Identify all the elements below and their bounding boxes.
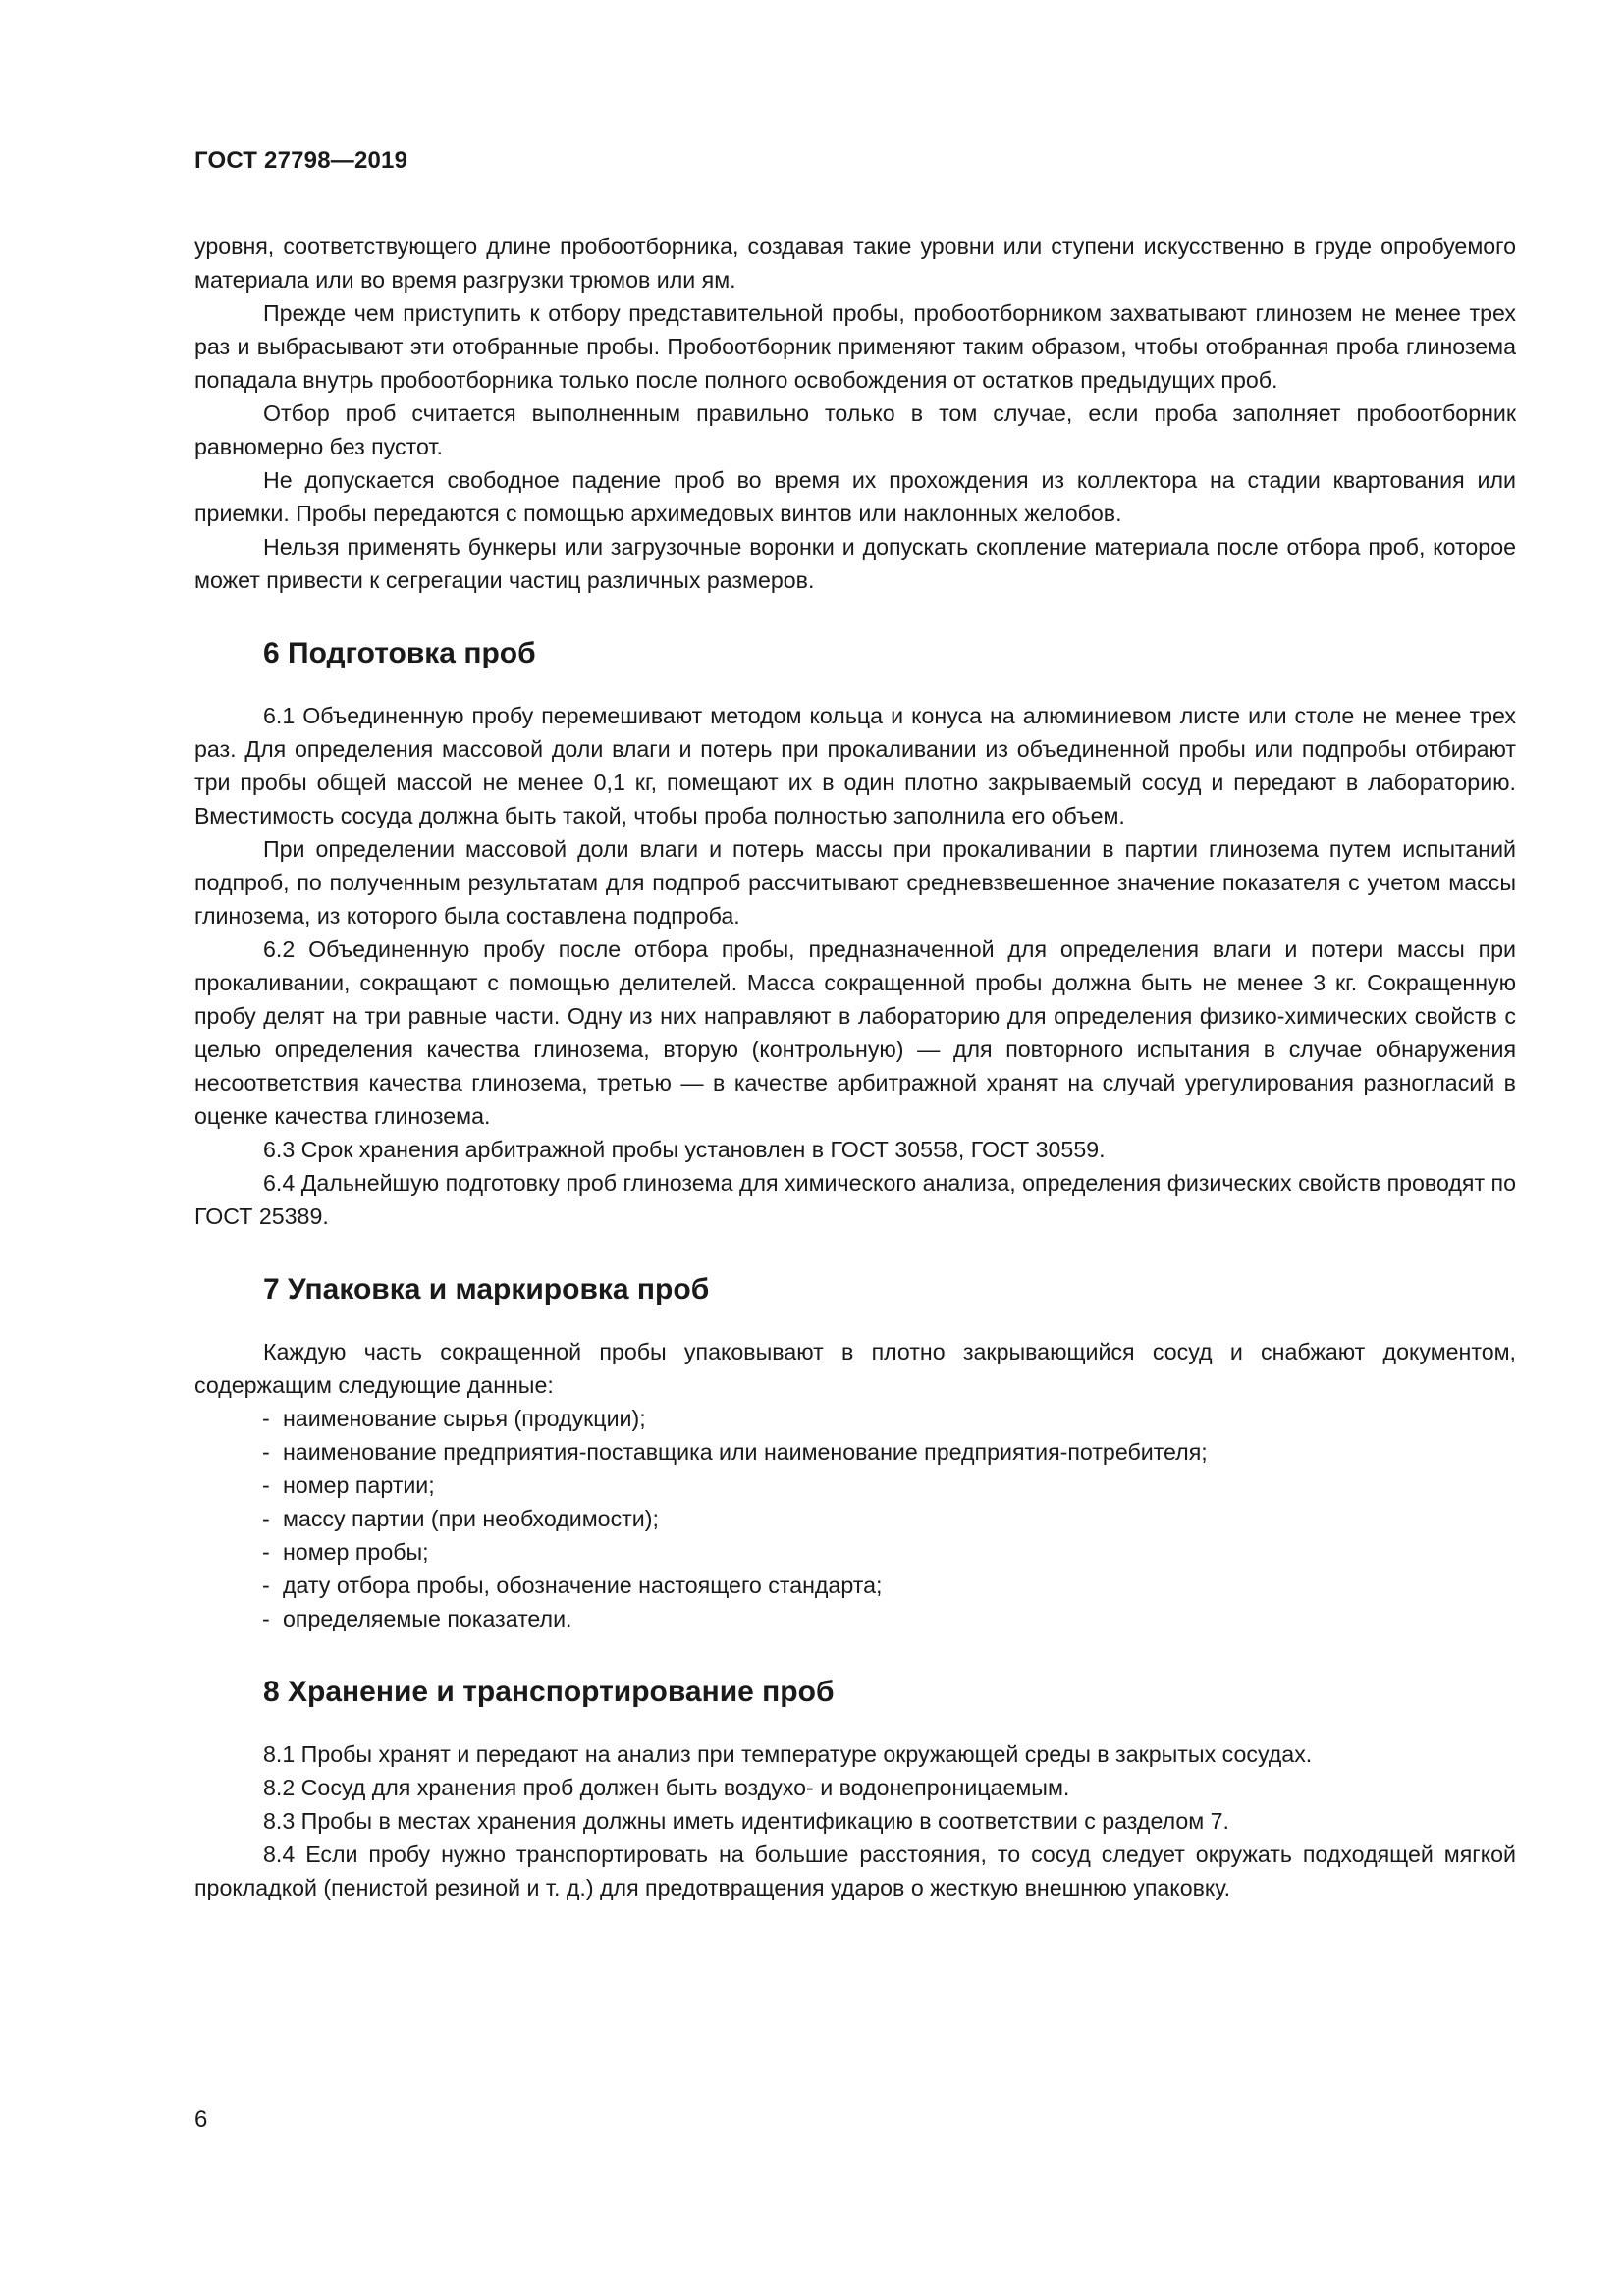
page-number: 6 bbox=[194, 2107, 208, 2133]
list-item: - номер пробы; bbox=[262, 1535, 1516, 1569]
paragraph: 8.3 Пробы в местах хранения должны иметь идентификацию в соответствии с разделом 7. bbox=[263, 1808, 1229, 1834]
list-item: - наименование предприятия-поставщика или наименование предприятия-потребителя; bbox=[262, 1435, 1516, 1468]
section-6-body bbox=[194, 699, 1516, 1233]
document-header: ГОСТ 27798—2019 bbox=[194, 147, 408, 174]
paragraph: 6.4 Дальнейшую подготовку проб глинозема для химического анализа, определения физических свойств проводят по ГОСТ 25389. bbox=[194, 1170, 1516, 1229]
list-item: - наименование сырья (продукции); bbox=[262, 1402, 1516, 1435]
paragraph: 6.1 Объединенную пробу перемешивают методом кольца и конуса на алюминиевом листе или столе не менее трех раз. Для определения массовой доли влаги и потерь при прокаливании из объединенной пробы или подпробы отбирают три пробы общей массой не менее 0,1 кг, помещают их в один плотно закрываемый сосуд и передают в лабораторию. Вместимость сосуда должна быть такой, чтобы проба полностью заполнила его объем. bbox=[194, 703, 1516, 828]
section-8-heading: 8 Хранение и транспортирование проб bbox=[263, 1676, 835, 1708]
section-7-body bbox=[194, 1335, 1516, 1635]
document-page bbox=[194, 147, 1516, 1904]
paragraph: Каждую часть сокращенной пробы упаковывают в плотно закрывающийся сосуд и снабжают документом, содержащим следующие данные: bbox=[194, 1339, 1516, 1398]
list-item: - массу партии (при необходимости); bbox=[262, 1502, 1516, 1535]
paragraph: 8.4 Если пробу нужно транспортировать на большие расстояния, то сосуд следует окружать подходящей мягкой прокладкой (пенистой резиной и т. д.) для предотвращения ударов о жесткую внешнюю упаковку. bbox=[194, 1842, 1516, 1900]
paragraph: Прежде чем приступить к отбору представительной пробы, пробоотборником захватывают глинозем не менее трех раз и выбрасывают эти отобранные пробы. Пробоотборник применяют таким образом, чтобы отобранная проба глинозема попадала внутрь пробоотборника только после полного освобождения от остатков предыдущих проб. bbox=[194, 300, 1516, 393]
paragraph: 8.1 Пробы хранят и передают на анализ при температуре окружающей среды в закрытых сосудах. bbox=[263, 1741, 1313, 1767]
list-item: - определяемые показатели. bbox=[262, 1602, 1516, 1635]
section-8-body bbox=[194, 1737, 1516, 1904]
paragraph: При определении массовой доли влаги и потерь массы при прокаливании в партии глинозема путем испытаний подпроб, по полученным результатам для подпроб рассчитывают средневзвешенное значение показателя с учетом массы глинозема, из которого была составлена подпроба. bbox=[194, 836, 1516, 929]
list-item: - номер партии; bbox=[262, 1468, 1516, 1502]
paragraph: Нельзя применять бункеры или загрузочные воронки и допускать скопление материала после отбора проб, которое может привести к сегрегации частиц различных размеров. bbox=[194, 534, 1516, 593]
data-list bbox=[194, 1402, 1516, 1635]
paragraph: уровня, соответствующего длине пробоотборника, создавая такие уровни или ступени искусственно в груде опробуемого материала или во время разгрузки трюмов или ям. bbox=[194, 234, 1516, 293]
intro-text bbox=[194, 230, 1516, 597]
paragraph: 6.3 Срок хранения арбитражной пробы установлен в ГОСТ 30558, ГОСТ 30559. bbox=[263, 1137, 1106, 1162]
paragraph: Отбор проб считается выполненным правильно только в том случае, если проба заполняет пробоотборник равномерно без пустот. bbox=[194, 400, 1516, 459]
list-item: - дату отбора пробы, обозначение настоящего стандарта; bbox=[262, 1569, 1516, 1602]
paragraph: Не допускается свободное падение проб во время их прохождения из коллектора на стадии квартования или приемки. Пробы передаются с помощью архимедовых винтов или наклонных желобов. bbox=[194, 467, 1516, 526]
paragraph: 6.2 Объединенную пробу после отбора пробы, предназначенной для определения влаги и потери массы при прокаливании, сокращают с помощью делителей. Масса сокращенной пробы должна быть не менее 3 кг. Сокращенную пробу делят на три равные части. Одну из них направляют в лабораторию для определения физико-химических свойств с целью определения качества глинозема, вторую (контрольную) — для повторного испытания в случае обнаружения несоответствия качества глинозема, третью — в качестве арбитражной хранят на случай урегулирования разногласий в оценке качества глинозема. bbox=[194, 936, 1516, 1129]
section-6-heading: 6 Подготовка проб bbox=[263, 637, 536, 669]
section-7-heading: 7 Упаковка и маркировка проб bbox=[263, 1273, 710, 1306]
paragraph: 8.2 Сосуд для хранения проб должен быть воздухо- и водонепроницаемым. bbox=[263, 1775, 1070, 1800]
